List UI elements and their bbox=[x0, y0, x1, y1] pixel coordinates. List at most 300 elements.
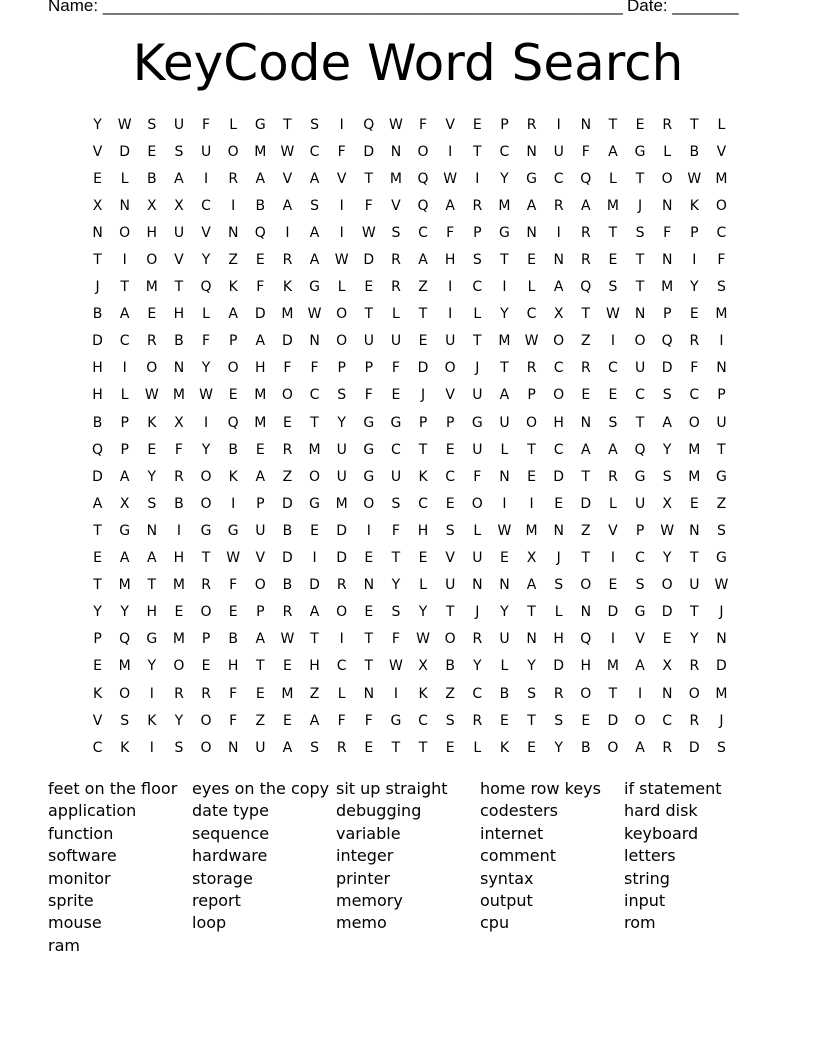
grid-letter: I bbox=[231, 197, 236, 214]
grid-letter: K bbox=[499, 739, 510, 756]
grid-letter: I bbox=[692, 252, 697, 269]
grid-letter: I bbox=[339, 197, 344, 214]
grid-letter: L bbox=[609, 170, 617, 187]
word-item: codesters bbox=[480, 801, 558, 821]
grid-letter: Z bbox=[255, 712, 266, 729]
grid-letter: M bbox=[281, 685, 294, 702]
grid-letter: O bbox=[553, 333, 565, 350]
grid-letter: Y bbox=[690, 279, 699, 296]
grid-letter: T bbox=[174, 279, 184, 296]
grid-letter: I bbox=[366, 522, 371, 539]
grid-letter: M bbox=[254, 387, 267, 404]
grid-letter: S bbox=[174, 143, 184, 160]
grid-row bbox=[84, 545, 735, 572]
grid-letter: H bbox=[417, 522, 429, 539]
grid-letter: Y bbox=[500, 306, 509, 323]
grid-letter: I bbox=[285, 224, 290, 241]
grid-letter: D bbox=[282, 495, 293, 512]
grid-letter: T bbox=[527, 604, 536, 621]
grid-letter: W bbox=[660, 522, 675, 539]
grid-row bbox=[84, 111, 735, 138]
grid-letter: O bbox=[688, 414, 700, 431]
grid-letter: W bbox=[714, 577, 729, 594]
grid-letter: V bbox=[391, 197, 401, 214]
grid-letter: P bbox=[120, 414, 129, 431]
grid-row bbox=[84, 734, 735, 761]
grid-letter: P bbox=[690, 224, 699, 241]
grid-letter: Z bbox=[716, 495, 727, 512]
grid-letter: S bbox=[716, 739, 726, 756]
grid-letter: E bbox=[364, 739, 374, 756]
grid-letter: B bbox=[581, 739, 591, 756]
grid-letter: A bbox=[92, 495, 103, 512]
grid-letter: I bbox=[393, 685, 398, 702]
grid-letter: E bbox=[445, 441, 455, 458]
grid-letter: N bbox=[390, 143, 402, 160]
grid-letter: E bbox=[364, 279, 374, 296]
grid-letter: H bbox=[92, 387, 103, 404]
grid-letter: S bbox=[554, 712, 564, 729]
grid-letter: J bbox=[95, 279, 100, 296]
grid-letter: N bbox=[580, 604, 592, 621]
grid-letter: T bbox=[690, 604, 699, 621]
grid-letter: M bbox=[688, 468, 701, 485]
grid-letter: R bbox=[391, 279, 401, 296]
grid-letter: P bbox=[500, 116, 509, 133]
word-item: input bbox=[624, 891, 666, 911]
grid-letter: G bbox=[119, 522, 131, 539]
word-item: comment bbox=[480, 846, 557, 866]
grid-letter: I bbox=[312, 550, 317, 567]
grid-letter: Q bbox=[200, 279, 212, 296]
grid-letter: C bbox=[391, 441, 401, 458]
grid-letter: S bbox=[527, 685, 536, 702]
grid-letter: A bbox=[309, 712, 320, 729]
grid-letter: O bbox=[309, 468, 321, 485]
grid-letter: F bbox=[310, 360, 319, 377]
grid-letter: D bbox=[92, 333, 103, 350]
grid-letter: C bbox=[92, 739, 103, 756]
grid-letter: D bbox=[336, 550, 348, 567]
grid-letter: T bbox=[93, 252, 102, 269]
grid-letter: H bbox=[580, 658, 592, 675]
grid-letter: W bbox=[280, 631, 295, 648]
grid-letter: O bbox=[200, 468, 212, 485]
grid-letter: A bbox=[418, 252, 428, 269]
grid-letter: U bbox=[499, 631, 510, 648]
grid-letter: W bbox=[307, 306, 322, 323]
grid-letter: W bbox=[361, 224, 376, 241]
grid-letter: O bbox=[200, 604, 212, 621]
grid-letter: T bbox=[635, 170, 645, 187]
grid-letter: N bbox=[173, 360, 185, 377]
grid-letter: R bbox=[472, 712, 483, 729]
grid-letter: C bbox=[472, 279, 483, 296]
grid-letter: Q bbox=[227, 414, 239, 431]
grid-letter: U bbox=[472, 441, 483, 458]
grid-letter: N bbox=[553, 522, 564, 539]
grid-letter: L bbox=[337, 685, 346, 702]
grid-letter: E bbox=[283, 414, 292, 431]
word-item: sprite bbox=[48, 891, 94, 911]
grid-letter: O bbox=[580, 685, 592, 702]
word-item: debugging bbox=[336, 801, 422, 821]
grid-letter: U bbox=[255, 739, 266, 756]
grid-letter: R bbox=[282, 604, 293, 621]
grid-letter: L bbox=[337, 279, 346, 296]
grid-letter: Q bbox=[119, 631, 131, 648]
grid-letter: I bbox=[149, 739, 154, 756]
grid-letter: E bbox=[147, 143, 157, 160]
grid-letter: S bbox=[147, 116, 157, 133]
word-item: mouse bbox=[48, 913, 102, 933]
grid-letter: X bbox=[174, 197, 184, 214]
grid-letter: R bbox=[608, 468, 618, 485]
grid-letter: O bbox=[119, 224, 131, 241]
grid-letter: R bbox=[553, 197, 564, 214]
grid-letter: U bbox=[472, 550, 483, 567]
grid-letter: E bbox=[689, 306, 699, 323]
grid-letter: W bbox=[226, 550, 241, 567]
grid-letter: U bbox=[336, 468, 347, 485]
grid-letter: O bbox=[715, 197, 727, 214]
grid-letter: J bbox=[420, 387, 426, 404]
grid-letter: O bbox=[688, 685, 700, 702]
word-column bbox=[624, 778, 768, 935]
grid-letter: D bbox=[254, 306, 266, 323]
grid-letter: O bbox=[200, 712, 212, 729]
word-item: monitor bbox=[48, 868, 111, 888]
grid-letter: D bbox=[282, 333, 293, 350]
grid-letter: C bbox=[716, 224, 727, 241]
word-item: loop bbox=[192, 913, 227, 933]
grid-letter: I bbox=[610, 333, 615, 350]
grid-letter: Q bbox=[580, 170, 592, 187]
grid-letter: D bbox=[282, 550, 293, 567]
grid-letter: O bbox=[227, 143, 239, 160]
grid-letter: T bbox=[120, 279, 129, 296]
grid-letter: O bbox=[363, 495, 375, 512]
grid-letter: X bbox=[418, 658, 428, 675]
grid-letter: K bbox=[147, 414, 157, 431]
grid-letter: L bbox=[229, 116, 238, 133]
grid-letter: E bbox=[635, 116, 645, 133]
grid-letter: S bbox=[310, 739, 319, 756]
grid-letter: O bbox=[200, 739, 212, 756]
grid-letter: Q bbox=[661, 333, 673, 350]
grid-letter: U bbox=[634, 495, 646, 512]
grid-letter: R bbox=[662, 116, 673, 133]
grid-letter: P bbox=[337, 360, 346, 377]
grid-letter: V bbox=[92, 712, 103, 729]
grid-letter: F bbox=[364, 712, 373, 729]
grid-letter: X bbox=[662, 658, 672, 675]
grid-letter: M bbox=[254, 143, 267, 160]
grid-letter: T bbox=[364, 306, 374, 323]
grid-letter: W bbox=[497, 522, 512, 539]
grid-letter: L bbox=[473, 306, 482, 323]
grid-letter: T bbox=[581, 306, 591, 323]
grid-letter: P bbox=[445, 414, 455, 431]
grid-letter: T bbox=[527, 441, 536, 458]
grid-letter: E bbox=[527, 739, 536, 756]
grid-letter: O bbox=[471, 495, 483, 512]
grid-letter: O bbox=[634, 333, 646, 350]
grid-letter: F bbox=[690, 360, 699, 377]
grid-letter: X bbox=[174, 414, 184, 431]
grid-letter: N bbox=[553, 252, 564, 269]
grid-letter: R bbox=[282, 252, 293, 269]
grid-letter: N bbox=[661, 252, 673, 269]
grid-letter: S bbox=[391, 495, 401, 512]
grid-letter: O bbox=[444, 360, 456, 377]
word-item: ram bbox=[48, 935, 80, 955]
grid-letter: R bbox=[526, 360, 537, 377]
grid-letter: P bbox=[93, 631, 102, 648]
grid-letter: L bbox=[663, 143, 672, 160]
grid-letter: T bbox=[527, 712, 536, 729]
grid-letter: Y bbox=[93, 604, 102, 621]
grid-letter: L bbox=[473, 739, 482, 756]
grid-letter: J bbox=[556, 550, 561, 567]
grid-letter: H bbox=[173, 550, 185, 567]
grid-letter: I bbox=[122, 360, 127, 377]
grid-letter: Y bbox=[500, 170, 509, 187]
grid-letter: L bbox=[392, 306, 400, 323]
grid-letter: J bbox=[719, 712, 724, 729]
grid-letter: I bbox=[502, 279, 507, 296]
grid-letter: O bbox=[146, 360, 158, 377]
grid-letter: F bbox=[581, 143, 590, 160]
grid-letter: C bbox=[689, 387, 700, 404]
grid-letter: P bbox=[418, 414, 428, 431]
grid-letter: D bbox=[417, 360, 429, 377]
grid-letter: F bbox=[473, 468, 482, 485]
grid-letter: L bbox=[500, 658, 509, 675]
grid-letter: P bbox=[256, 495, 265, 512]
grid-letter: B bbox=[92, 306, 103, 323]
grid-letter: N bbox=[92, 224, 103, 241]
grid-letter: H bbox=[146, 224, 158, 241]
grid-letter: V bbox=[635, 631, 645, 648]
grid-letter: A bbox=[309, 252, 320, 269]
grid-letter: T bbox=[391, 739, 401, 756]
grid-letter: P bbox=[635, 522, 645, 539]
grid-letter: T bbox=[93, 522, 102, 539]
grid-letter: C bbox=[608, 360, 618, 377]
grid-letter: N bbox=[580, 116, 592, 133]
grid-letter: N bbox=[716, 631, 727, 648]
grid-letter: O bbox=[607, 739, 619, 756]
grid-letter: G bbox=[499, 224, 510, 241]
grid-letter: Y bbox=[201, 441, 211, 458]
grid-letter: G bbox=[227, 522, 239, 539]
grid-letter: E bbox=[93, 550, 102, 567]
grid-letter: C bbox=[526, 306, 537, 323]
grid-letter: M bbox=[688, 441, 701, 458]
grid-letter: I bbox=[448, 279, 453, 296]
grid-letter: S bbox=[635, 224, 645, 241]
grid-letter: H bbox=[444, 252, 456, 269]
word-column bbox=[336, 778, 480, 935]
grid-letter: H bbox=[173, 306, 185, 323]
grid-letter: A bbox=[119, 306, 130, 323]
grid-letter: Y bbox=[93, 116, 102, 133]
grid-letter: N bbox=[634, 306, 646, 323]
grid-letter: L bbox=[500, 441, 509, 458]
grid-letter: Z bbox=[445, 685, 455, 702]
word-item: letters bbox=[624, 846, 676, 866]
grid-letter: C bbox=[553, 360, 564, 377]
grid-letter: Y bbox=[500, 604, 509, 621]
grid-row bbox=[84, 409, 735, 436]
grid-letter: E bbox=[581, 712, 591, 729]
grid-letter: R bbox=[689, 712, 700, 729]
grid-row bbox=[84, 165, 735, 192]
grid-letter: T bbox=[364, 658, 374, 675]
word-item: hardware bbox=[192, 846, 268, 866]
grid-letter: U bbox=[255, 522, 266, 539]
grid-letter: B bbox=[92, 414, 103, 431]
word-item: rom bbox=[624, 913, 656, 933]
grid-letter: T bbox=[283, 116, 292, 133]
grid-letter: A bbox=[553, 279, 564, 296]
grid-letter: M bbox=[118, 577, 131, 594]
grid-letter: H bbox=[553, 414, 564, 431]
grid-letter: L bbox=[554, 604, 563, 621]
grid-letter: C bbox=[635, 387, 645, 404]
grid-row bbox=[84, 653, 735, 680]
grid-letter: K bbox=[228, 279, 238, 296]
grid-letter: R bbox=[174, 468, 184, 485]
grid-letter: P bbox=[662, 306, 672, 323]
grid-letter: U bbox=[472, 387, 483, 404]
grid-letter: L bbox=[202, 306, 210, 323]
grid-letter: V bbox=[445, 116, 455, 133]
word-item: feet on the floor bbox=[48, 779, 178, 798]
grid-letter: F bbox=[202, 333, 211, 350]
grid-letter: P bbox=[201, 631, 211, 648]
word-item: output bbox=[480, 891, 533, 911]
grid-letter: Y bbox=[662, 550, 672, 567]
grid-letter: W bbox=[606, 306, 620, 323]
grid-letter: W bbox=[389, 116, 403, 133]
grid-letter: L bbox=[120, 170, 129, 187]
grid-letter: W bbox=[117, 116, 132, 133]
grid-letter: X bbox=[92, 197, 103, 214]
grid-letter: R bbox=[689, 333, 700, 350]
grid-letter: T bbox=[608, 116, 618, 133]
grid-letter: U bbox=[336, 441, 347, 458]
grid-letter: C bbox=[635, 550, 645, 567]
grid-letter: H bbox=[92, 360, 103, 377]
grid-letter: E bbox=[364, 550, 374, 567]
grid-letter: G bbox=[634, 143, 646, 160]
grid-letter: R bbox=[526, 116, 537, 133]
grid-letter: D bbox=[309, 577, 320, 594]
grid-letter: E bbox=[201, 658, 211, 675]
grid-letter: R bbox=[336, 577, 347, 594]
grid-letter: N bbox=[526, 631, 537, 648]
grid-letter: B bbox=[255, 197, 266, 214]
grid-letter: E bbox=[391, 387, 401, 404]
grid-letter: U bbox=[173, 224, 185, 241]
grid-letter: G bbox=[363, 468, 375, 485]
grid-letter: T bbox=[581, 468, 591, 485]
grid-letter: Q bbox=[363, 116, 375, 133]
grid-letter: G bbox=[309, 279, 320, 296]
grid-letter: T bbox=[500, 252, 509, 269]
grid-letter: D bbox=[363, 252, 375, 269]
grid-letter: P bbox=[364, 360, 374, 377]
grid-letter: Y bbox=[690, 631, 699, 648]
grid-letter: E bbox=[255, 252, 265, 269]
grid-row bbox=[84, 138, 735, 165]
grid-letter: O bbox=[580, 577, 592, 594]
grid-letter: A bbox=[174, 170, 184, 187]
grid-row bbox=[84, 517, 735, 544]
grid-row bbox=[84, 192, 735, 219]
grid-letter: W bbox=[199, 387, 213, 404]
grid-row bbox=[84, 328, 735, 355]
grid-letter: A bbox=[255, 468, 266, 485]
grid-letter: U bbox=[445, 333, 456, 350]
grid-letter: Z bbox=[309, 685, 320, 702]
grid-letter: C bbox=[418, 495, 428, 512]
word-item: memory bbox=[336, 891, 403, 911]
word-item: integer bbox=[336, 846, 394, 866]
grid-letter: A bbox=[662, 414, 672, 431]
grid-letter: W bbox=[416, 631, 430, 648]
grid-letter: S bbox=[662, 468, 672, 485]
grid-letter: M bbox=[308, 441, 321, 458]
grid-letter: M bbox=[606, 197, 619, 214]
grid-row bbox=[84, 355, 735, 382]
grid-letter: E bbox=[93, 658, 102, 675]
grid-letter: F bbox=[391, 522, 400, 539]
grid-letter: F bbox=[446, 224, 455, 241]
grid-letter: D bbox=[92, 468, 103, 485]
grid-letter: O bbox=[336, 604, 348, 621]
grid-letter: O bbox=[553, 387, 565, 404]
grid-letter: E bbox=[147, 441, 157, 458]
grid-letter: O bbox=[146, 252, 158, 269]
grid-letter: V bbox=[282, 170, 293, 187]
grid-letter: M bbox=[172, 631, 185, 648]
grid-letter: A bbox=[119, 550, 130, 567]
grid-letter: T bbox=[418, 306, 428, 323]
grid-letter: A bbox=[309, 224, 320, 241]
grid-letter: D bbox=[607, 604, 619, 621]
grid-letter: F bbox=[256, 279, 265, 296]
grid-letter: V bbox=[255, 550, 266, 567]
grid-letter: A bbox=[119, 468, 130, 485]
grid-letter: H bbox=[553, 631, 564, 648]
grid-letter: J bbox=[637, 197, 643, 214]
grid-row bbox=[84, 599, 735, 626]
grid-letter: F bbox=[717, 252, 726, 269]
word-item: syntax bbox=[480, 868, 534, 888]
grid-letter: F bbox=[283, 360, 292, 377]
grid-letter: O bbox=[526, 414, 538, 431]
grid-letter: E bbox=[581, 387, 591, 404]
grid-letter: D bbox=[336, 522, 348, 539]
grid-letter: S bbox=[635, 577, 645, 594]
grid-letter: T bbox=[391, 550, 401, 567]
grid-letter: N bbox=[363, 577, 375, 594]
grid-letter: L bbox=[473, 522, 482, 539]
grid-letter: P bbox=[527, 387, 536, 404]
